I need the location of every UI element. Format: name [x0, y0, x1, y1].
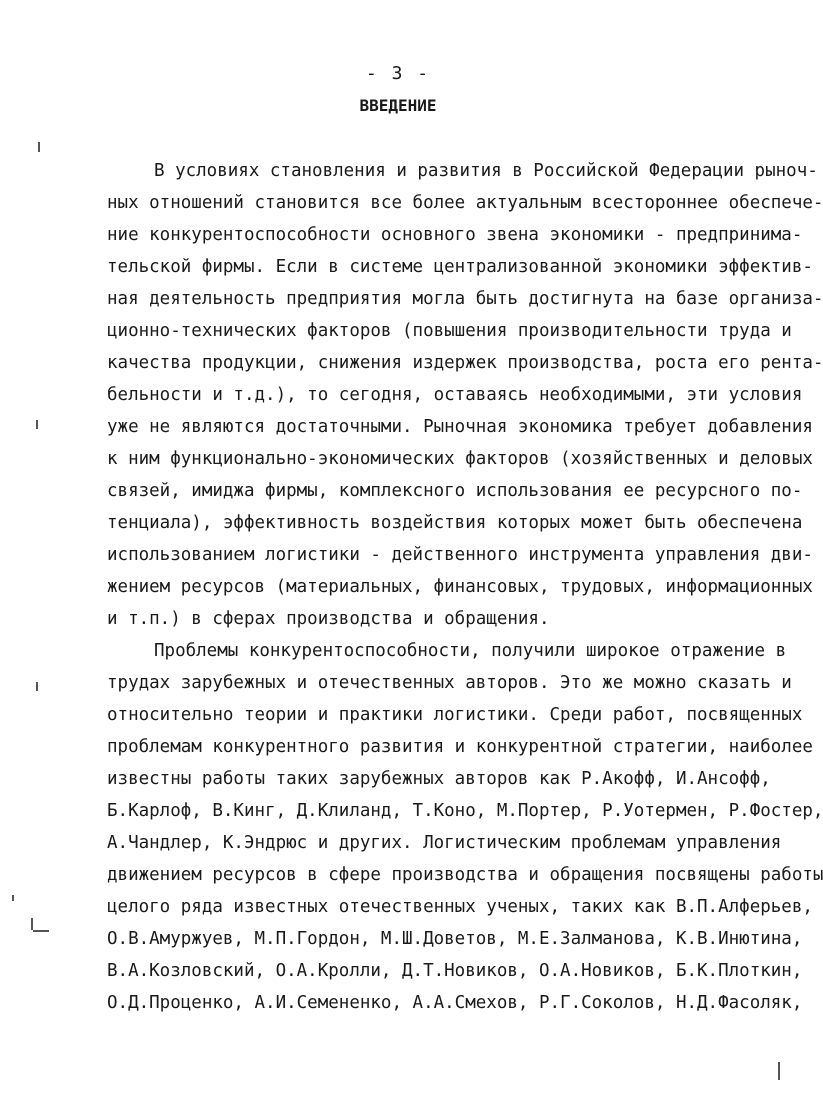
text-line: трудах зарубежных и отечественных авторов. Это же можно сказать и [107, 673, 792, 693]
text-line: связей, имиджа фирмы, комплексного использования ее ресурсного по- [107, 481, 803, 501]
text-line: ние конкурентоспособности основного звена экономики - предпринима- [107, 225, 803, 245]
text-line: целого ряда известных отечественных ученых, таких как В.П.Алферьев, [107, 897, 813, 917]
text-line: известны работы таких зарубежных авторов как Р.Акофф, И.Ансофф, [107, 769, 771, 789]
paragraph-2 [107, 635, 823, 1019]
scan-mark [36, 682, 38, 691]
paragraph-1 [107, 155, 823, 635]
text-line: использованием логистики - действенного инструмента управления дви- [107, 545, 813, 565]
text-line: и т.п.) в сферах производства и обращения. [107, 609, 550, 629]
text-line: Б.Карлоф, В.Кинг, Д.Клиланд, Т.Коно, М.Портер, Р.Уотермен, Р.Фостер, [107, 801, 823, 821]
scan-mark [31, 918, 33, 930]
text-line: жением ресурсов (материальных, финансовых, трудовых, информационных [107, 577, 813, 597]
body-text [107, 155, 823, 1019]
text-line: Проблемы конкурентоспособности, получили широкое отражение в [154, 641, 787, 661]
text-line: к ним функционально-экономических факторов (хозяйственных и деловых [107, 449, 813, 469]
text-line: уже не являются достаточными. Рыночная экономика требует добавления [107, 417, 813, 437]
text-line: В.А.Козловский, О.А.Кролли, Д.Т.Новиков, О.А.Новиков, Б.К.Плоткин, [107, 961, 803, 981]
page-number: - 3 - [365, 63, 431, 84]
scan-mark [778, 1062, 780, 1080]
text-line: бельности и т.д.), то сегодня, оставаясь необходимыми, эти условия [107, 385, 803, 405]
text-line: качества продукции, снижения издержек производства, роста его рента- [107, 353, 823, 373]
scan-mark [36, 420, 38, 429]
text-line: ных отношений становится все более актуальным всестороннее обеспече- [107, 193, 823, 213]
scan-mark [38, 142, 40, 152]
text-line: движением ресурсов в сфере производства и обращения посвящены работы [107, 865, 823, 885]
section-heading: ВВЕДЕНИЕ [359, 96, 437, 115]
text-line: тельской фирмы. Если в системе централизованной экономики эффектив- [107, 257, 813, 277]
text-line: тенциала), эффективность воздействия которых может быть обеспечена [107, 513, 803, 533]
text-line: В условиях становления и развития в Российской Федерации рыноч- [154, 161, 818, 181]
text-line: ная деятельность предприятия могла быть достигнута на базе организа- [107, 289, 823, 309]
text-line: относительно теории и практики логистики. Среди работ, посвященных [107, 705, 803, 725]
text-line: ционно-технических факторов (повышения производительности труда и [107, 321, 792, 341]
text-line: проблемам конкурентного развития и конкурентной стратегии, наиболее [107, 737, 813, 757]
scan-mark [33, 930, 49, 932]
scan-mark [12, 895, 14, 901]
text-line: А.Чандлер, К.Эндрюс и других. Логистическим проблемам управления [107, 833, 782, 853]
text-line: О.Д.Проценко, А.И.Семененко, А.А.Смехов, Р.Г.Соколов, Н.Д.Фасоляк, [107, 993, 803, 1013]
text-line: О.В.Амуржуев, М.П.Гордон, М.Ш.Доветов, М.Е.Залманова, К.В.Инютина, [107, 929, 803, 949]
